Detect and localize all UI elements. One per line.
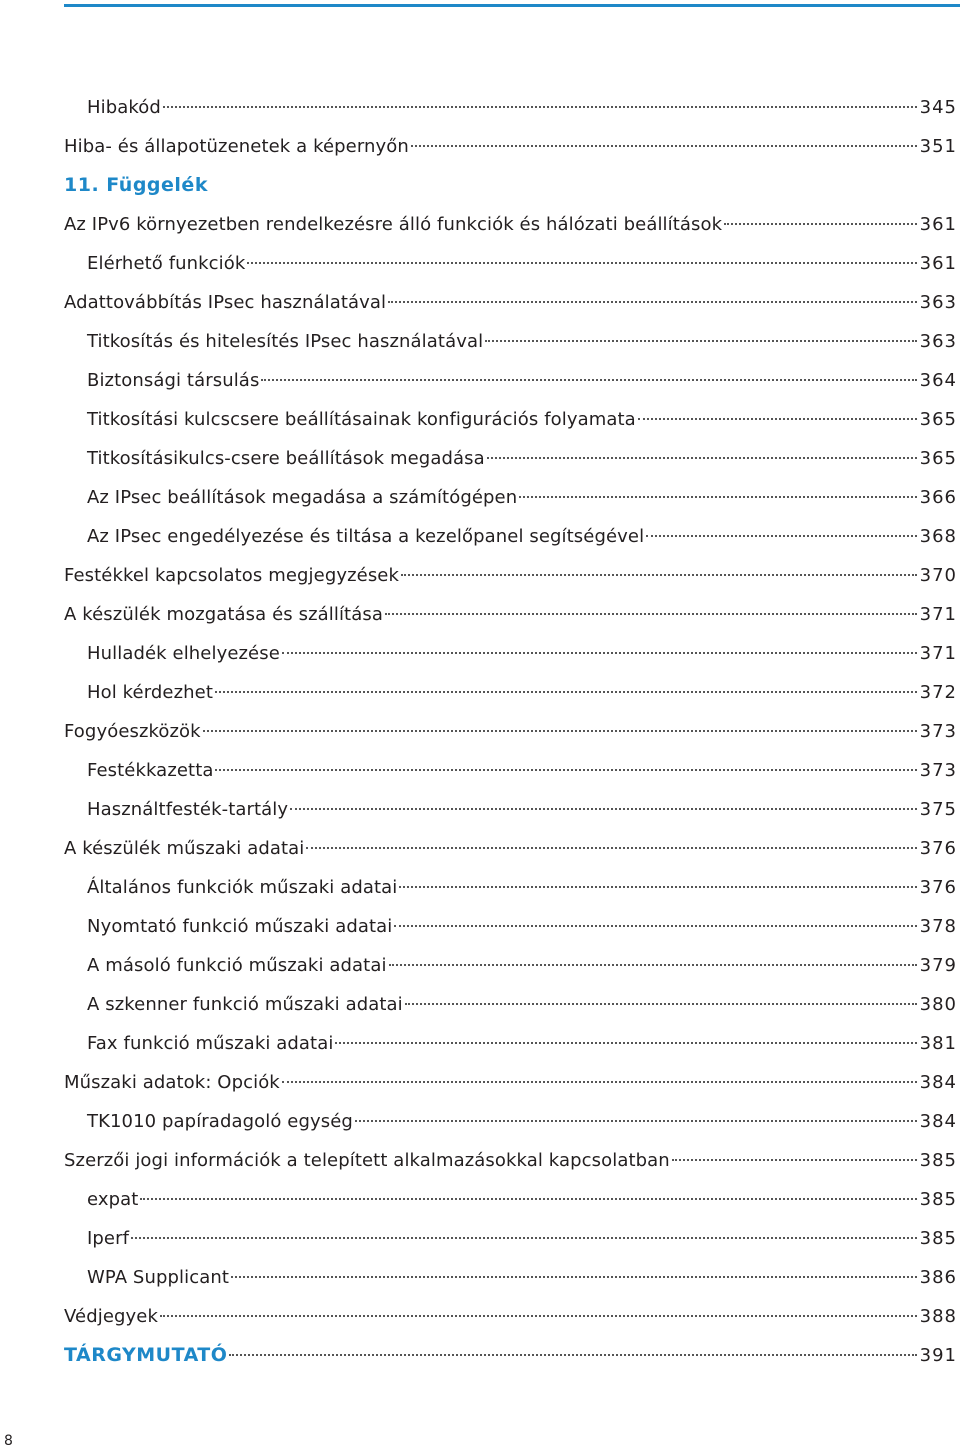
dot-leader (335, 1042, 916, 1044)
dot-leader (646, 535, 916, 537)
toc-entry-title: Titkosítás és hitelesítés IPsec használatával (87, 331, 484, 352)
toc-section-heading[interactable] (64, 1336, 957, 1375)
toc-entry[interactable] (64, 127, 957, 166)
toc-entry[interactable] (64, 517, 957, 556)
toc-entry-page-number: 380 (919, 994, 957, 1015)
toc-entry-title: Festékkel kapcsolatos megjegyzések (64, 565, 399, 586)
toc-entry[interactable] (64, 1219, 957, 1258)
toc-entry[interactable] (64, 205, 957, 244)
toc-entry-row (64, 556, 957, 595)
toc-entry-page-number: 391 (919, 1345, 957, 1366)
toc-entry[interactable] (64, 361, 957, 400)
toc-entry[interactable] (64, 751, 957, 790)
toc-entry[interactable] (64, 1297, 957, 1336)
toc-entry-page-number: 376 (919, 877, 957, 898)
dot-leader (215, 769, 916, 771)
dot-leader (394, 925, 916, 927)
toc-entry-title: Műszaki adatok: Opciók (64, 1072, 280, 1093)
dot-leader (163, 106, 917, 108)
toc-entry-row (87, 1024, 957, 1063)
toc-entry-page-number: 365 (919, 409, 957, 430)
dot-leader (405, 1003, 917, 1005)
toc-entry-row (64, 1297, 957, 1336)
toc-entry-title: Fogyóeszközök (64, 721, 201, 742)
toc-entry-page-number: 385 (919, 1189, 957, 1210)
toc-entry-title: Elérhető funkciók (87, 253, 246, 274)
toc-entry-row (87, 478, 957, 517)
toc-entry-title: WPA Supplicant (87, 1267, 230, 1288)
toc-entry-row (87, 985, 957, 1024)
toc-entry-title: Az IPsec beállítások megadása a számítógépen (87, 487, 518, 508)
dot-leader (672, 1159, 917, 1161)
dot-leader (401, 574, 917, 576)
toc-entry-row (87, 1258, 957, 1297)
toc-entry-title: Biztonsági társulás (87, 370, 260, 391)
toc-entry[interactable] (64, 1102, 957, 1141)
toc-entry-row (87, 244, 957, 283)
dot-leader (282, 1081, 917, 1083)
toc-entry[interactable] (64, 283, 957, 322)
toc-entry[interactable] (64, 1024, 957, 1063)
toc-entry-row (87, 790, 957, 829)
toc-entry-page-number: 385 (919, 1150, 957, 1171)
toc-entry-title: Hibakód (87, 97, 161, 118)
toc-entry-row (64, 712, 957, 751)
toc-entry-title: Titkosításikulcs-csere beállítások megadása (87, 448, 485, 469)
toc-entry-row (64, 166, 957, 205)
toc-entry-row (87, 868, 957, 907)
toc-entry-page-number: 371 (919, 604, 957, 625)
toc-entry-page-number: 384 (919, 1111, 957, 1132)
toc-entry[interactable] (64, 322, 957, 361)
toc-entry-row (87, 322, 957, 361)
page-number: 8 (4, 1433, 13, 1449)
dot-leader (203, 730, 917, 732)
dot-leader (487, 457, 917, 459)
toc-entry[interactable] (64, 439, 957, 478)
toc-entry-page-number: 379 (919, 955, 957, 976)
dot-leader (724, 223, 916, 225)
toc-entry[interactable] (64, 790, 957, 829)
toc-entry-row (87, 634, 957, 673)
toc-entry-page-number: 386 (919, 1267, 957, 1288)
toc-entry[interactable] (64, 1258, 957, 1297)
toc-entry-title: Használtfesték-tartály (87, 799, 289, 820)
dot-leader (399, 886, 916, 888)
toc-entry-page-number: 373 (919, 721, 957, 742)
toc-entry-row (87, 673, 957, 712)
dot-leader (411, 145, 917, 147)
toc-entry[interactable] (64, 400, 957, 439)
dot-leader (388, 301, 917, 303)
toc-entry-row (87, 400, 957, 439)
toc-entry-row (87, 88, 957, 127)
toc-entry-row (64, 283, 957, 322)
top-rule (64, 4, 960, 7)
toc-entry-title: Titkosítási kulcscsere beállításainak konfigurációs folyamata (87, 409, 636, 430)
dot-leader (229, 1354, 916, 1356)
toc-entry-page-number: 373 (919, 760, 957, 781)
toc-entry-title: Hol kérdezhet (87, 682, 213, 703)
toc-entry-row (87, 1180, 957, 1219)
toc-entry-title: A szkenner funkció műszaki adatai (87, 994, 403, 1015)
toc-entry[interactable] (64, 634, 957, 673)
toc-entry[interactable] (64, 1063, 957, 1102)
toc-entry-page-number: 375 (919, 799, 957, 820)
dot-leader (131, 1237, 917, 1239)
toc-entry-row (87, 946, 957, 985)
toc-entry-title: A készülék műszaki adatai (64, 838, 305, 859)
toc-section-heading[interactable] (64, 166, 957, 205)
toc-entry-row (64, 127, 957, 166)
toc-entry-title: Hulladék elhelyezése (87, 643, 280, 664)
toc-entry-title: expat (87, 1189, 139, 1210)
toc-entry[interactable] (64, 1180, 957, 1219)
toc-entry-page-number: 361 (919, 214, 957, 235)
toc-entry[interactable] (64, 478, 957, 517)
toc-entry-page-number: 345 (919, 97, 957, 118)
dot-leader (355, 1120, 917, 1122)
toc-entry-row (64, 1336, 957, 1375)
toc-entry-page-number: 368 (919, 526, 957, 547)
toc-entry-title: 11. Függelék (64, 174, 208, 196)
toc-entry[interactable] (64, 244, 957, 283)
toc-entry[interactable] (64, 1141, 957, 1180)
dot-leader (290, 808, 916, 810)
dot-leader (389, 964, 917, 966)
toc-entry-row (64, 829, 957, 868)
dot-leader (485, 340, 916, 342)
toc-entry-title: Hiba- és állapotüzenetek a képernyőn (64, 136, 409, 157)
toc-entry-page-number: 384 (919, 1072, 957, 1093)
toc-entry-page-number: 351 (919, 136, 957, 157)
toc-entry[interactable] (64, 985, 957, 1024)
toc-entry-row (87, 751, 957, 790)
toc-entry-page-number: 372 (919, 682, 957, 703)
toc-entry-title: Adattovábbítás IPsec használatával (64, 292, 387, 313)
toc-entry-page-number: 364 (919, 370, 957, 391)
dot-leader (215, 691, 917, 693)
toc-entry-title: Védjegyek (64, 1306, 158, 1327)
toc-entry-row (87, 1102, 957, 1141)
toc-entry-page-number: 363 (919, 331, 957, 352)
toc-entry[interactable] (64, 907, 957, 946)
toc-entry-row (64, 595, 957, 634)
toc-entry-page-number: 378 (919, 916, 957, 937)
toc-entry-title: TÁRGYMUTATÓ (64, 1344, 228, 1366)
dot-leader (519, 496, 916, 498)
toc-entry-page-number: 361 (919, 253, 957, 274)
dot-leader (261, 379, 916, 381)
toc-entry-row (87, 517, 957, 556)
toc-entry-title: Iperf (87, 1228, 130, 1249)
toc-entry[interactable] (64, 829, 957, 868)
table-of-contents (64, 88, 957, 1375)
toc-entry-page-number: 371 (919, 643, 957, 664)
toc-entry[interactable] (64, 673, 957, 712)
toc-entry-title: A másoló funkció műszaki adatai (87, 955, 387, 976)
toc-entry[interactable] (64, 946, 957, 985)
dot-leader (282, 652, 917, 654)
toc-entry-title: TK1010 papíradagoló egység (87, 1111, 353, 1132)
toc-entry-page-number: 376 (919, 838, 957, 859)
toc-entry-title: Általános funkciók műszaki adatai (87, 877, 398, 898)
toc-entry-title: Szerzői jogi információk a telepített alkalmazásokkal kapcsolatban (64, 1150, 670, 1171)
toc-entry[interactable] (64, 556, 957, 595)
toc-entry-page-number: 366 (919, 487, 957, 508)
toc-entry-title: Fax funkció műszaki adatai (87, 1033, 334, 1054)
toc-entry-page-number: 365 (919, 448, 957, 469)
toc-entry[interactable] (64, 595, 957, 634)
dot-leader (160, 1315, 917, 1317)
toc-entry-title: Az IPv6 környezetben rendelkezésre álló funkciók és hálózati beállítások (64, 214, 723, 235)
toc-entry-row (87, 439, 957, 478)
toc-entry-row (64, 205, 957, 244)
toc-entry-title: Festékkazetta (87, 760, 214, 781)
toc-entry-page-number: 388 (919, 1306, 957, 1327)
toc-entry[interactable] (64, 712, 957, 751)
toc-entry-page-number: 385 (919, 1228, 957, 1249)
dot-leader (140, 1198, 916, 1200)
toc-entry-row (87, 1219, 957, 1258)
toc-entry-row (64, 1141, 957, 1180)
dot-leader (306, 847, 916, 849)
toc-entry-row (87, 361, 957, 400)
toc-entry[interactable] (64, 868, 957, 907)
toc-entry-row (87, 907, 957, 946)
toc-entry-page-number: 381 (919, 1033, 957, 1054)
dot-leader (231, 1276, 917, 1278)
toc-entry-page-number: 363 (919, 292, 957, 313)
toc-entry[interactable] (64, 88, 957, 127)
toc-entry-title: A készülék mozgatása és szállítása (64, 604, 383, 625)
toc-entry-title: Nyomtató funkció műszaki adatai (87, 916, 393, 937)
toc-entry-row (64, 1063, 957, 1102)
dot-leader (638, 418, 917, 420)
toc-entry-title: Az IPsec engedélyezése és tiltása a kezelőpanel segítségével (87, 526, 645, 547)
dot-leader (247, 262, 916, 264)
toc-entry-page-number: 370 (919, 565, 957, 586)
dot-leader (385, 613, 917, 615)
